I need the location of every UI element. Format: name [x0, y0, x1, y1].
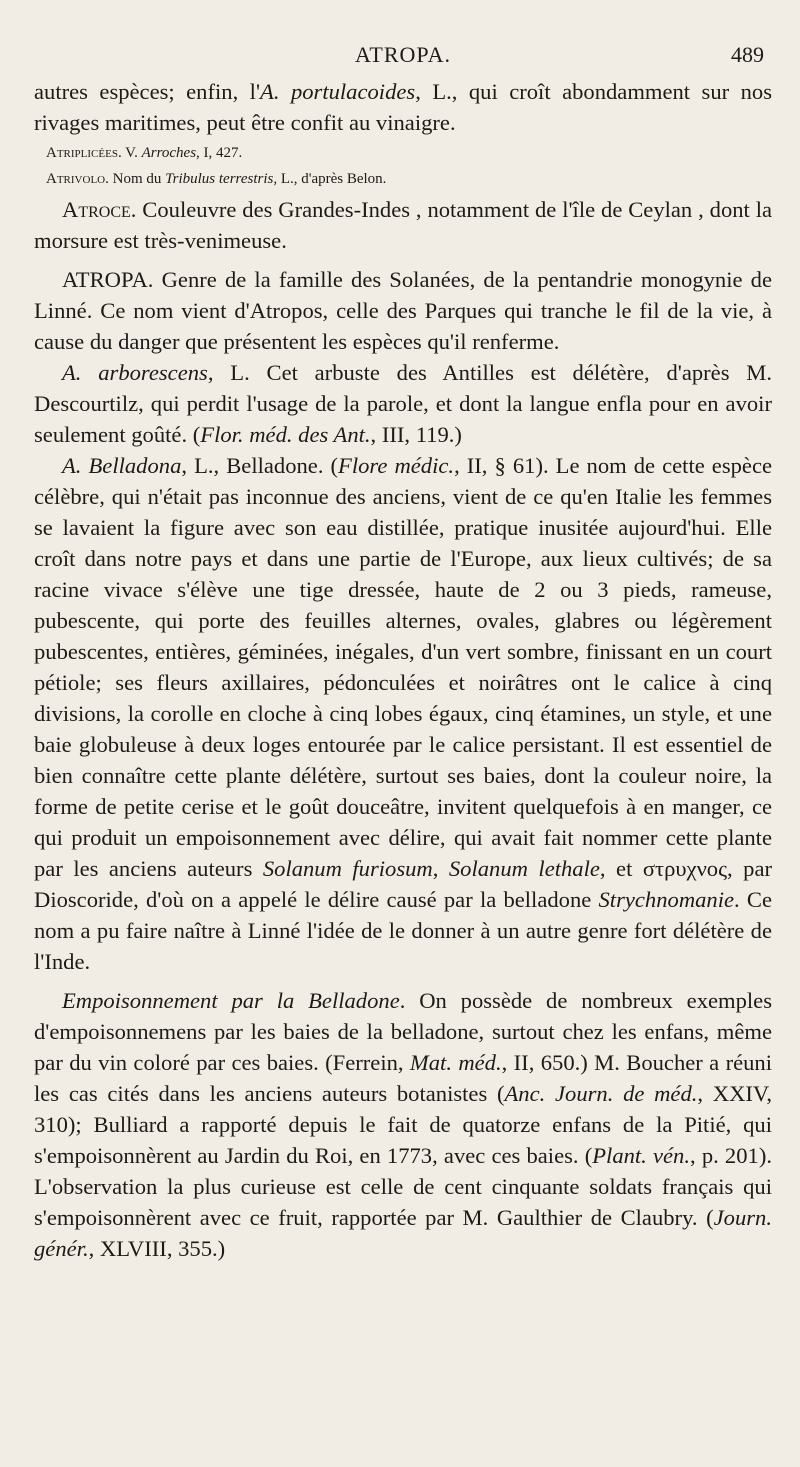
entry-atrivolo [34, 168, 772, 190]
italic-segment: A. arborescens [62, 360, 208, 385]
text-segment: , III, 119.) [370, 422, 462, 447]
page-number: 489 [731, 42, 764, 67]
text-segment: , L. Cet arbuste des Antilles est délétère, d'après M. Descourtilz, qui perdit l'usage de la parole, et dont la langue enfla pour en avoir seulement goûté. ( [34, 360, 773, 447]
italic-segment: Flore médic. [338, 453, 455, 478]
text-segment: . Couleuvre des Grandes-Indes , notamment de l'île de Ceylan , dont la morsure est très-venimeuse. [34, 197, 772, 253]
text-segment: , II, 650.) M. Boucher a réuni les cas cités dans les anciens auteurs botanistes ( [34, 1050, 773, 1106]
entry-empoisonnement [34, 985, 772, 1264]
entry-atropa-belladona [34, 450, 772, 977]
italic-segment: Journ. génér. [34, 1205, 772, 1261]
spacer [34, 256, 772, 264]
italic-segment: Anc. Journ. de méd. [504, 1081, 698, 1106]
italic-segment: Arroches [141, 145, 197, 161]
italic-segment: Tribulus terrestris [165, 171, 274, 187]
italic-segment: Flor. méd. des Ant. [200, 422, 371, 447]
text-segment: , et στρυχνος, par Dioscoride, d'où on a appelé le délire causé par la belladone [34, 856, 773, 912]
spacer [34, 977, 772, 985]
italic-segment: A. Belladona [62, 453, 182, 478]
italic-segment: Strychnomanie [598, 887, 735, 912]
italic-segment: Solanum furiosum [262, 856, 433, 881]
text-segment: . Ce nom a pu faire naître à Linné l'idée de le donner à un autre genre fort délétère de l'Inde. [34, 887, 772, 974]
text-segment: , L., d'après Belon. [273, 171, 387, 187]
paragraph-continuation [34, 76, 772, 138]
text-segment: autres espèces; enfin, l' [34, 79, 261, 104]
text-segment: . On possède de nombreux exemples d'empoisonnemens par les baies de la belladone, surtout chez les enfans, même par du vin coloré par ces baies. (Ferrein, [34, 988, 772, 1075]
entry-atroce [34, 194, 772, 256]
italic-segment: Plant. vén. [592, 1143, 690, 1168]
headword: Atrivolo [46, 171, 106, 187]
entry-atropa [34, 264, 772, 357]
text-segment: . V. [117, 145, 142, 161]
text-segment: , XLVIII, 355.) [88, 1236, 226, 1261]
text-segment: , L., qui croît abondamment sur nos rivages maritimes, peut être confit au vinaigre. [34, 79, 772, 135]
italic-segment: A. portulacoides [260, 79, 416, 104]
text-segment: , p. 201). L'observation la plus curieuse est celle de cent cinquante soldats français qui s'empoisonnèrent avec ce fruit, rapportée par M. Gaulthier de Claubry. ( [34, 1143, 772, 1230]
italic-segment: Empoisonnement par la Belladone [62, 988, 400, 1013]
text-segment: , XXIV, 310); Bulliard a rapporté depuis le fait de quatorze enfans de la Pitié, qui s'empoisonnèrent au Jardin du Roi, en 1773, avec ces baies. ( [34, 1081, 772, 1168]
page-text [34, 76, 772, 1264]
text-segment: . Nom du [105, 171, 166, 187]
italic-segment: Solanum lethale [448, 856, 600, 881]
text-segment: , II, § 61). Le nom de cette espèce célèbre, qui n'était pas inconnue des anciens, vient de ce qu'en Italie les femmes se lavaient la figure avec son eau distillée, pratique inusitée aujourd'hui. Elle croît dans notre pays et dans une partie de l'Europe, aux lieux cultivés; de sa racine vivace s'élève une tige dressée, haute de 2 ou 3 pieds, rameuse, pubescente, qui porte des feuilles alternes, ovales, glabres ou légèrement pubescentes, entières, géminées, inégales, d'un vert sombre, finissant en un court pétiole; ses fleurs axillaires, pédonculées et noirâtres ont le calice à cinq divisions, la corolle en cloche à cinq lobes égaux, cinq étamines, un style, et une baie globuleuse à deux loges entourée par le calice persistant. Il est essentiel de bien connaître cette plante délétère, surtout ses baies, dont la couleur noire, la forme de petite cerise et le goût douceâtre, invitent quelquefois à en manger, ce qui produit un empoisonnement avec délire, qui avait fait nommer cette plante par les anciens auteurs [34, 453, 773, 881]
text-segment: ATROPA. Genre de la famille des Solanées, de la pentandrie monogynie de Linné. Ce nom vient d'Atropos, celle des Parques qui tranche le fil de la vie, à cause du danger que présentent les espèces qu'il renferme. [34, 267, 772, 354]
running-head [34, 36, 772, 76]
text-segment: , [432, 856, 449, 881]
headword: Atroce [62, 197, 131, 222]
running-title: ATROPA. [354, 42, 452, 67]
text-segment: , I, 427. [196, 145, 243, 161]
entry-atropa-arborescens [34, 357, 772, 450]
entry-atriplicees [34, 142, 772, 164]
italic-segment: Mat. méd. [409, 1050, 502, 1075]
headword: Atriplicées [46, 145, 118, 161]
text-segment: , L., Belladone. ( [181, 453, 339, 478]
